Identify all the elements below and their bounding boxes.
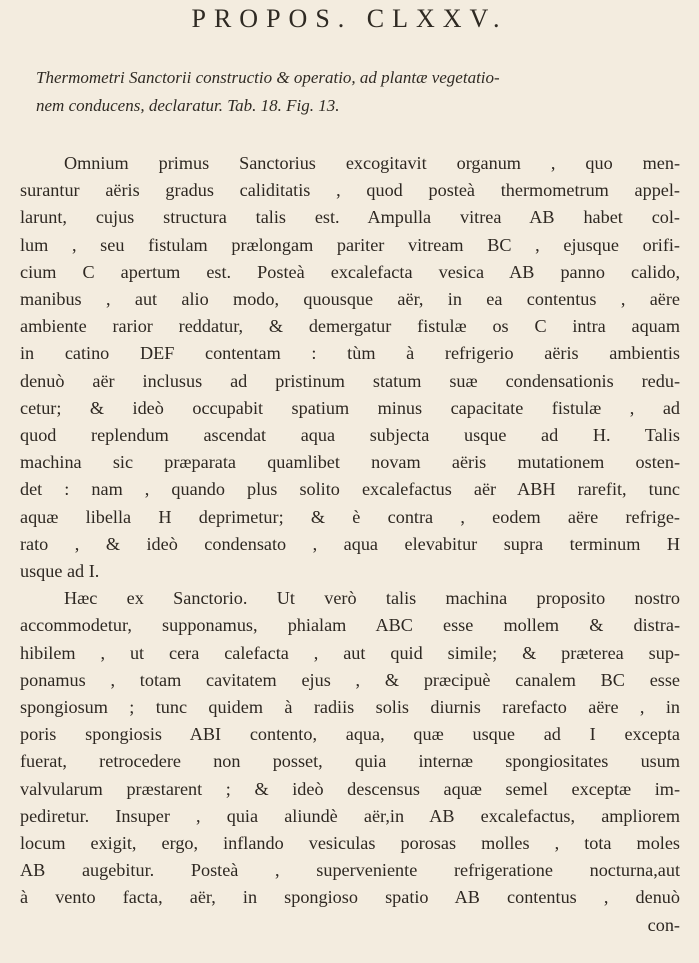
body-line: pediretur. Insuper , quia aliundè aër,in AB excalefactus, ampliorem (20, 805, 680, 826)
body-line: det : nam , quando plus solito excalefactus aër ABH rarefit, tunc (20, 479, 680, 500)
body-line: in catino DEF contentam : tùm à refrigerio aëris ambientis (20, 343, 680, 364)
body-line: ambiente rarior reddatur, & demergatur fistulæ os C intra aquam (20, 316, 680, 337)
page-title: PROPOS. CLXXV. (191, 4, 508, 33)
body-line: Hæc ex Sanctorio. Ut verò talis machina proposito nostro (64, 588, 680, 609)
body-line: machina sic præparata quamlibet novam aëris mutationem osten- (20, 452, 680, 473)
body-line: larunt, cujus structura talis est. Ampulla vitrea AB habet col- (20, 207, 680, 228)
body-line: quod replendum ascendat aqua subjecta usque ad H. Talis (20, 425, 680, 446)
proposition-subtitle (36, 64, 676, 120)
body-line: rato , & ideò condensato , aqua elevabitur supra terminum H (20, 533, 680, 554)
body-line: usque ad I. (20, 561, 100, 582)
body-paragraphs (20, 150, 680, 939)
body-line: manibus , aut alio modo, quousque aër, in ea contentus , aëre (20, 289, 680, 310)
body-line: poris spongiosis ABI contento, aqua, quæ usque ad I excepta (20, 724, 680, 745)
body-line: hibilem , ut cera calefacta , aut quid simile; & præterea sup- (20, 642, 680, 663)
body-line: ponamus , totam cavitatem ejus , & præcipuè canalem BC esse (20, 669, 680, 690)
catchword: con- (647, 914, 680, 935)
body-line: AB augebitur. Posteà , superveniente refrigeratione nocturna,aut (20, 860, 680, 881)
subtitle-line-2: nem conducens, declaratur. Tab. 18. Fig. 13. (36, 96, 340, 115)
body-line: cetur; & ideò occupabit spatium minus capacitate fistulæ , ad (20, 397, 680, 418)
body-line: cium C apertum est. Posteà excalefacta vesica AB panno calido, (20, 261, 680, 282)
body-line: valvularum præstarent ; & ideò descensus aquæ semel exceptæ im- (20, 778, 680, 799)
body-line: lum , seu fistulam prælongam pariter vitream BC , ejusque orifi- (20, 234, 680, 255)
body-line: Omnium primus Sanctorius excogitavit organum , quo men- (64, 153, 680, 173)
body-line: denuò aër inclusus ad pristinum statum suæ condensationis redu- (20, 370, 680, 391)
body-line: spongiosum ; tunc quidem à radiis solis diurnis rarefacto aëre , in (20, 697, 680, 718)
body-line: accommodetur, supponamus, phialam ABC esse mollem & distra- (20, 615, 680, 636)
body-line: aquæ libella H deprimetur; & è contra , eodem aëre refrige- (20, 506, 680, 527)
subtitle-line-1: Thermometri Sanctorii constructio & operatio, ad plantæ vegetatio- (36, 68, 500, 87)
body-line: surantur aëris gradus caliditatis , quod posteà thermometrum appel- (20, 180, 680, 201)
body-line: locum exigit, ergo, inflando vesiculas porosas molles , tota moles (20, 833, 680, 854)
body-line: à vento facta, aër, in spongioso spatio AB contentus , denuò (20, 887, 680, 908)
body-line: fuerat, retrocedere non posset, quia internæ spongiositates usum (20, 751, 680, 772)
